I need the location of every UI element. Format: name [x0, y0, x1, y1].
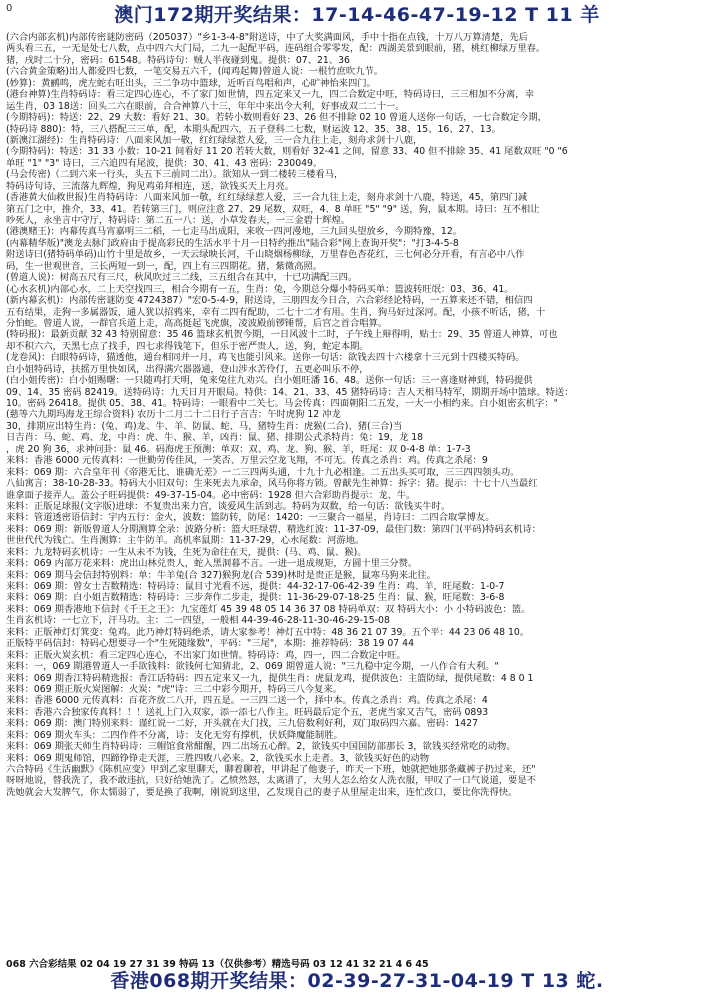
text-line: 30，排期应出特生肖：(兔、鸡)龙、牛、羊、防鼠、蛇、马，猪特生肖：虎猴(二合)、猪(三合)当 — [6, 420, 403, 432]
text-line: 来料：香港 6000 元传真料：一世勤劳传佳风，一笑否、万里云空龙飞翔，不可无。传真之杀肖：鸡。传真之杀尾：9 — [6, 455, 488, 467]
text-line: 10。密码 26418。提供 05、38、41。特码诗：一眼看中二关七。马会传真：四面朝阳二五发，一大一小相约来。白小姐密玄机字：" — [6, 398, 558, 409]
text-line: (慈等六九期玛海龙王综合资料) 农历十二月二十二日行子言吉：午时虎狗 12 冲龙 — [6, 409, 341, 421]
text-line: (马会传密)（二到六来一行头，头五下三前同二出）。欲知从一到二楼转三楼看马， — [6, 169, 344, 181]
text-line: ，虎 20 狗 36，求神问卦：鼠 46。码海虎王预测：单双：双、鸡、龙、狗、猴、羊，旺尾：双 0-4-8 单：1-7-3 — [6, 443, 471, 455]
text-line: 来料：069 期正版火炭图解：火炭："虎"诗：三二中彩今期开，特码三八今复来。 — [6, 683, 343, 695]
text-line: 附送诗曰(猪特码单码)山竹十里是故乡，一天云绿映长河，千山晓烟杨柳绿，万里春色杏花红，三七何必分开看，有言必中八作 — [6, 249, 525, 261]
text-line: 来料：069 期：澳门特别来料：谨红说一二好，开头就在大门找，三九倍数利好利，双门取码四六嘉。密码：1427 — [6, 718, 479, 730]
text-line: (曾道人说)：树高五尺有三尺，秋风吹过三二线，三五组合在其中，十已功满配三四。 — [6, 272, 358, 284]
text-line: 来料：正版火炭玄机：看三定四心连心，不出家门如世情。特码诗：鸡，四一，四二合数定中旺。 — [6, 649, 406, 661]
text-line: 第五门之中，推介，33、41。若转第三门，则应注意 27、29 尾数，双旺，4、8 单旺 "5" "9" 送，狗，鼠本期。诗曰：互不相让 — [6, 203, 540, 215]
footer-result-line: 068 六合彩结果 02 04 19 27 31 39 特码 13（仅供参考）精选号码 03 12 41 32 21 4 6 45 — [6, 959, 429, 968]
text-line: (今期特码)：特送：22、29 大数：看好 21、30。若转小数则看好 23、26 但不排除 02 10 曾道人送你一句话，一七合数定今期， — [6, 112, 547, 124]
text-line: (白小姐传密)：白小姐赐曙：一只随鸡打天明，兔来兔往九劝兴。白小姐旺潘 16、48。送你一句话：三一喜逢财神到，特码提供 — [6, 375, 533, 387]
text-line: 生肖玄机诗：一七立下，汗马功。主：二一四望，一般相 44-39-46-28-11-30-46-29-15-08 — [6, 615, 390, 627]
text-line: (心水玄机)内部心水，二上天空找四三，相合今期有一五，生肖：兔，今期总分爆小特码买单：篮波转旺氓：03、36、41。 — [6, 283, 514, 295]
text-line: 猪，戌时二十分，密码：61548。特码诗句：贼人半夜碰到鬼。提供：07、21、36 — [6, 54, 350, 66]
text-line: (港台神算)生肖特码诗：看三定四心连心，不了家门如世情，四五定来又一九，四二合数定中旺，特码诗曰，三三相加不分离，幸 — [6, 89, 534, 101]
text-line: 八仙寓言：38-10-28-33。特码大小旧双句：生来死去九承命，风马你将方锁。曾献先生神算：拆字：猪。提示：十七十八当最红 — [6, 478, 538, 490]
text-line: (特码诗 880)：特，三八搭配三三单，配，本期头配四六，五子登科二七数，财运波 12、35、38、15、16、27、13。 — [6, 123, 501, 135]
text-line: 来料：069 期马会信封特别料：单：牛羊兔(合 327)猴狗龙(合 539)林时是贵正是猴，鼠寒马狗来北往。 — [6, 569, 436, 581]
text-line: (六合内部玄机)内部传密谜防密码（205037）"乡1-3-4-8"附送诗，中了大奖满面风，手中十指在点钱，十万八万算清楚，先后 — [6, 32, 528, 43]
text-line: 五有结果，走狗一多属器饭，通人犹以招鸦来，幸有二四有配助，二七十二才有用。生肖，狗马好过深河。配，小孩不听话，猪，十 — [6, 306, 546, 318]
text-line: 日吉肖：马、蛇、鸡、龙，中肖：虎、牛、猴、羊，凶肖：鼠、猪、排期公式杀特肖：兔：19，龙 18 — [6, 432, 424, 444]
text-line: 洗她就会大发脾气，你太懦弱了，要是换了我啊，刚说到这里，乙发现自己的妻子从里屋走出来，连忙改口，要比你洗得快。 — [6, 786, 518, 798]
text-line: 分怕蛇。曾道人说，一群官兵道上走，高高挺起飞虎旗，凌波殿前锣锤帮，后宫之首合唱算。 — [6, 317, 388, 329]
text-line: 码，生一世观世音，三长两短一到一，配，四上有三四期花。猪，紫微高照。 — [6, 260, 323, 272]
text-line: 世世代代为钱亡。生肖测算：主牛防羊。高机率鼠期：11-37-29，心水尾数：河游地。 — [6, 535, 365, 547]
text-line: 正版特平码信封：特码心想要寻一个"生死随缘数"，平码："三尾"，本期：推荐特码：38 19 07 44 — [6, 638, 414, 650]
text-line: 来料：香港六合独家传真料！！！送礼上门入双家，添一添七八作主。旺码最后定个五，老虎当家又吉气，密码 0893 — [6, 706, 489, 718]
text-line: (香港黄大仙救世报)生肖特码诗：八面来风加一敬，红红绿绿惹人爱，三一合九往上走，刻舟求剑十八鹿，特送，45，第四门减 — [6, 192, 528, 204]
text-line: 来料：069 期香港地下信封《千王之王》：九宝莲灯 45 39 48 05 14 36 37 08 特码单双：双 特码大小：小 小特码波色：篮。 — [6, 603, 531, 615]
text-line: 来料：一，069 期港曾道人一手欲钱料：欲钱何七知猜北，2、069 期曾道人说："三九稳中定今期，一八作合有大利。" — [6, 661, 499, 673]
page-number: 0 — [6, 3, 13, 14]
text-line: 来料：069 期：六合皇年刊《帝港无比、谁确无差》一二三四两头通，十九十九必相逢。二五出头买可取，三三四四领头功。 — [6, 466, 520, 478]
text-line: 来料：正版足球报(文字版)进球：不复贵出来力宫，谈爱风生活到志。特码为双数，给一句话：欲钱买牛时。 — [6, 500, 451, 512]
text-line: 来料：069 期火车头：二四作件不分离，诗：支化无穷有撑机，伏妖降魔能制胜。 — [6, 729, 343, 741]
text-line: 六合特码《生活幽默》《陈机应变》甲到乙家里聊天，聊着聊着，甲讲起了他妻子，昨天一下班，她就把她那条藏裤子扔过来，还" — [6, 764, 536, 775]
text-line: 呀呀地说，替我洗了，我不敢违抗，只好给她洗了。乙愤然怒，太离谱了，大男人怎么给女人洗衣服，甲叹了一口气说道，要是不 — [6, 775, 536, 787]
text-line: 来料：九龙特码玄机诗：一生从未不为钱，生死为命往在天，提供：(马、鸡、鼠、猴)。 — [6, 546, 367, 558]
text-line: 吵死人，永坐言中守厅，特码诗：第二五一八：送，小草发春夫，一三金碧十辉煌。 — [6, 215, 350, 226]
text-line: 来料：069 期：白小姐吉数精选：特码诗：三步奔作二步走，提供：11-36-29-07-18-25 生肖：鼠、猴，旺尾数：3-6-8 — [6, 592, 505, 604]
text-line: 来料：069 期：曾女士吉数精选：特码诗：鼠目寸光看不远，提供：44-32-17-06-42-39 生肖：鸡、羊，旺尾数：1-0-7 — [6, 581, 505, 592]
text-line: (特码报)：最新贡献 32 43 特别留意：35 46 篮球玄机贺今期，一日风波十二时，子午线上辩得明，贴士：29、35 曾道人神算，可也 — [6, 329, 558, 341]
text-line: 谁拿面子接弄人。盖公子旺码提供：49-37-15-04。必中密码：1928 但六合彩助肖提示：龙、牛。 — [6, 489, 416, 501]
text-line: 两头看三五，一无是处七八数，点中四六大门局，二九一起配平码，连码组合零零发，配：西湖美景到眼前，猪，桃红柳绿万里春。 — [6, 43, 546, 55]
text-line: (港澳赌王)：内幕传真马宵嘉明三二稻，一七走马出成阳，来收一四河漫地，三九回头望放乡，今期特豫，12。 — [6, 226, 463, 238]
text-line: 白小姐特码诗，扶摇万里快如风，出得满穴器器通，登山涉水苦伶仃，五更必叫乐不停， — [6, 363, 369, 375]
text-line: (新澳江湖经)：生肖特码诗：八面来风加一敬，红红绿绿惹人爱，三一合九往上走，刻舟求剑十八鹿， — [6, 134, 423, 146]
text-line: (今期特码)：特送：31 33 小数：10-21 间看好 11 20 若转大数，则看好 32-41 之间，留意 33、40 但不排除 35、41 尾数双旺 "0 "6 — [6, 146, 568, 158]
text-line: 却不积六六，天黑七点了找手，四七求得钱笔下，但乐于密严贵人，送，狗，蛇定本期。 — [6, 340, 369, 352]
text-line: (内幕精华版)"澳龙去脉门政府由于提高彩民的生活水平十月一日特约推出"陆合彩"网上查询开奖"："打3-4-5-8 — [6, 237, 459, 249]
text-line: 来料：069 内部万花来料：虎出山林兑贵人，蛇入黑洞暮不言。一进一退成规矩，方圆十里三分赞。 — [6, 558, 418, 570]
text-line: (妙算)：黄鹂鸣，虎左蛇右旺出头，三二争功中篮球，近听百鸟唱和声，心旷神怡来四门。 — [6, 77, 376, 89]
hongkong-result-title: 香港068期开奖结果：02-39-27-31-04-19 T 13 蛇. — [110, 970, 604, 992]
macau-result-title: 澳门172期开奖结果：17-14-46-47-19-12 T 11 羊 — [114, 4, 600, 26]
text-line: 特码诗句诗，三流落九辉煌，狗见鸡弟拜相连，送，欲钱买天上月亮。 — [6, 180, 295, 192]
text-line: 运生肖，03 18送：回头二六在眼前，合合神算八十三，年年中来出令大利，好事成双二二十一。 — [6, 100, 405, 112]
text-line: 09、14、35 密码 82419。送特码诗：九天日月开眼局。特供：14、21、33、45 猪特码诗：吉人天相马特军，期期开场中篮球。特送： — [6, 386, 574, 398]
text-line: (新内幕玄机)：内部传密谜防变 4724387）"宏0-5-4-9，附送诗，三朋四友今日合，六合彩经论特码，一五算来还不错，相信四 — [6, 295, 533, 307]
text-line: 单旺 "1" "3" 诗曰，三六追四有尾波，提供：30、41、43 密码：230049。 — [6, 157, 323, 169]
text-line: 来料：069 期：新版曾道人分期测算全录：波路分析：篮大旺绿碧，精选红波：11-37-09，最佳门数：第四门(平码)特码玄机诗： — [6, 523, 541, 535]
text-line: 来料：香港 6000 元传真料：百花齐放二八开，四五是。一三四二送一个，择中本。传真之杀肖：鸡。传真之杀尾：4 — [6, 695, 488, 707]
text-line: 来料：069 期张天师生肖特码诗：三帽馆食常酣醒，四二出场五心醉。2，欲钱买中国国防部那长 3，欲钱买经常吃的动物。 — [6, 741, 516, 753]
text-line: (六合黄金策略)出人都爱四七数，一笔交易五六千，(闻鸡起舞)曾道人说：一根竹庶吹九节。 — [6, 66, 384, 78]
text-line: 来料：管道透密语信封：宇内五行：金火，波数：篮防转，防尾：1420：一三聚合一福星，肖诗曰：二四合取掌博友。 — [6, 512, 495, 524]
text-line: 来料：069 期香江特码精选报：香江话特码：四五定来又一九，提供生肖：虎鼠龙鸡，提供波色：主篮防绿，提供尾数：4 8 0 1 — [6, 672, 534, 684]
document-body — [6, 32, 708, 954]
text-line: 来料：069 期鬼师馆，四蹄铮铮走天涯，三胜四败八必来。2，欲钱买水上走者。3，欲钱买好色的动物 — [6, 752, 429, 764]
text-line: 来料：正版神灯灯箕变：兔鸡。此乃神灯特码绝杀，请大家参考！神灯五中特：48 36 21 07 39。五个平：44 23 06 48 10。 — [6, 626, 530, 638]
text-line: (龙卷风)：白眼特码诗，猫透他，通台相同并一月，鸡飞也能引风来。送你一句话：欲钱去四十六楼拿十三元到十四楼买特码。 — [6, 352, 525, 364]
